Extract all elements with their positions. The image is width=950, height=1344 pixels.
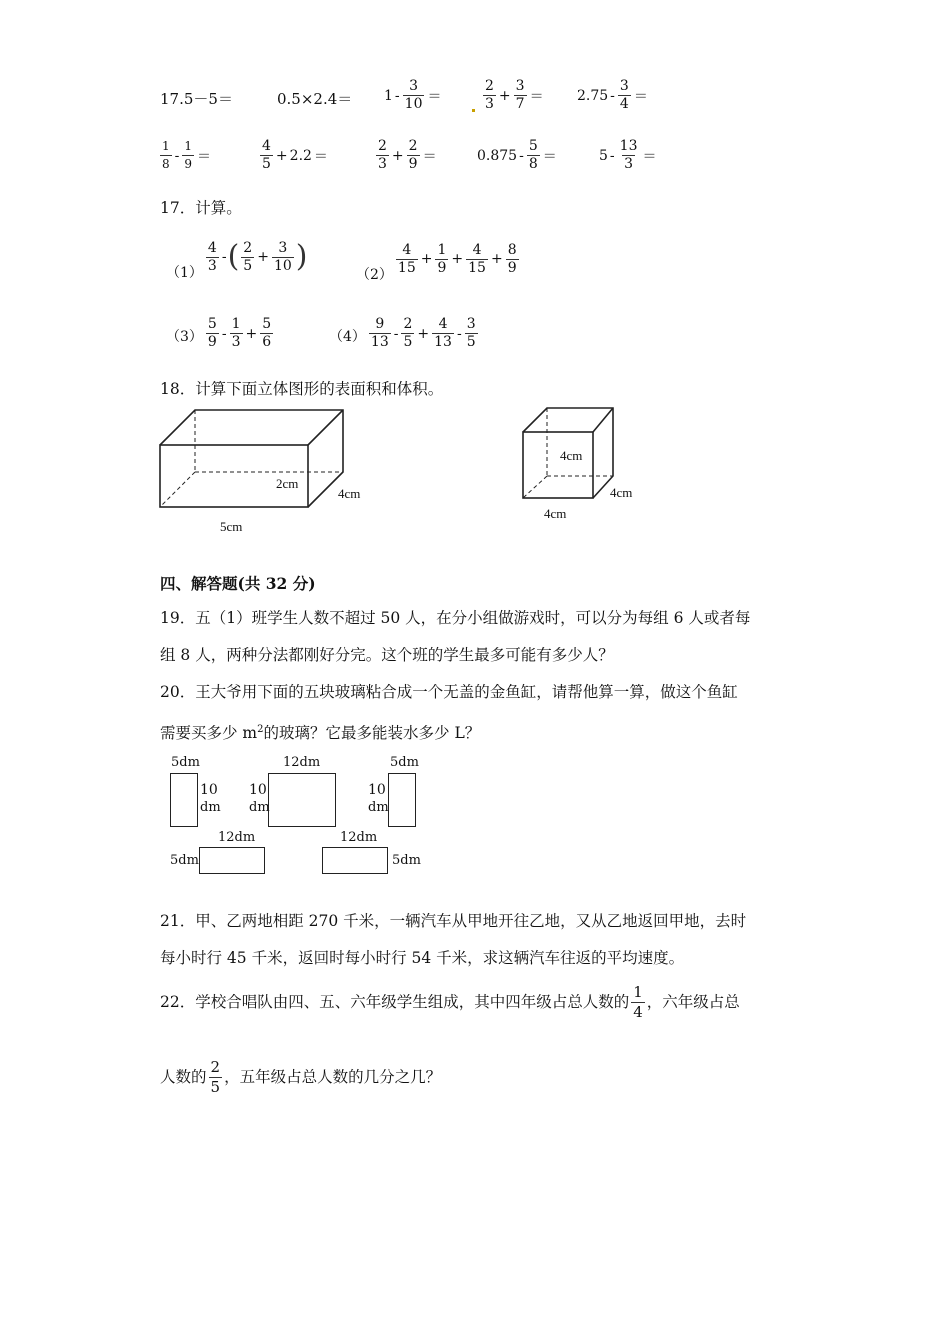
fraction: $\frac{2}{3}$ (485, 78, 494, 112)
calc-item-8: $\frac{2}{3}$ + $\frac{2}{9}$ ＝ (378, 138, 437, 172)
glass-right-side-a: 10 (368, 782, 386, 798)
glass-mid-side-a: 10 (249, 782, 267, 798)
fraction: $\frac{3}{4}$ (619, 78, 629, 112)
cuboid-height-label: 2cm (276, 476, 299, 491)
fraction: $\frac{1}{3}$ (231, 316, 241, 350)
q17-part-1: （1） $\frac{4}{3}$ - ( $\frac{2}{5}$ + $\frac{3}{10}$ ) (166, 239, 308, 281)
glass-right-side-b: dm (368, 800, 389, 815)
fraction: $\frac{3}{10}$ (404, 78, 423, 112)
calc-item-10: 5 - $\frac{13}{3}$ ＝ (599, 138, 657, 172)
mark-dot (472, 109, 475, 112)
glass-left-top-label: 5dm (171, 755, 200, 770)
glass-bl-top-label: 12dm (218, 830, 256, 845)
q17-part-4: （4） $\frac{9}{13}$ - $\frac{2}{5}$ + $\frac{4}{13}$ - $\frac{3}{5}$ (329, 316, 476, 350)
cube-length-label: 4cm (544, 506, 567, 521)
calc-item-1: 17.5－5＝ (160, 90, 233, 108)
fraction: $\frac{4}{13}$ (434, 316, 452, 350)
left-paren: ( (227, 239, 240, 274)
q19-line-1: 19．五（1）班学生人数不超过 50 人，在分小组做游戏时，可以分为每组 6 人或者每 (160, 609, 751, 627)
fraction: $\frac{13}{3}$ (619, 138, 638, 172)
fraction: $\frac{5}{9}$ (207, 316, 217, 350)
q17-part-2: （2） $\frac{4}{15}$ + $\frac{1}{9}$ + $\frac{4}{15}$ + $\frac{8}{9}$ (356, 241, 517, 283)
fraction: $\frac{4}{3}$ (207, 239, 217, 274)
fraction: $\frac{8}{9}$ (507, 241, 517, 276)
glass-right-panel (388, 773, 416, 827)
cube-height-label: 4cm (560, 448, 583, 463)
calc-item-3: 1 - $\frac{3}{10}$ ＝ (384, 78, 442, 112)
q19-line-2: 组 8 人，两种分法都刚好分完。这个班的学生最多可能有多少人？ (160, 646, 614, 664)
q22-line-2: 人数的 $\frac{2}{5}$ ，五年级占总人数的几分之几？ (160, 1058, 442, 1096)
glass-left-side-b: dm (200, 800, 221, 815)
fraction: $\frac{2}{3}$ (378, 138, 387, 172)
fraction: $\frac{3}{5}$ (466, 316, 476, 350)
cuboid-figure (150, 400, 390, 540)
q22-line-1: 22．学校合唱队由四、五、六年级学生组成，其中四年级占总人数的 $\frac{1}{4}$ ，六年级占总 (160, 983, 740, 1021)
cube-width-label: 4cm (610, 485, 633, 500)
glass-br-top-label: 12dm (340, 830, 378, 845)
fraction: $\frac{1}{9}$ (437, 241, 447, 276)
glass-bl-side-label: 5dm (170, 853, 199, 868)
glass-back-panel (322, 847, 388, 874)
fraction: $\frac{2}{5}$ (210, 1058, 221, 1096)
calc-item-9: 0.875 - $\frac{5}{8}$ ＝ (477, 138, 557, 172)
fraction: $\frac{4}{15}$ (468, 241, 486, 276)
fraction: $\frac{3}{7}$ (515, 78, 525, 112)
glass-mid-side-b: dm (249, 800, 270, 815)
fraction: $\frac{2}{9}$ (408, 138, 418, 172)
q18-title: 18．计算下面立体图形的表面积和体积。 (160, 380, 444, 398)
cuboid-length-label: 5cm (220, 519, 243, 534)
glass-right-top-label: 5dm (390, 755, 419, 770)
fraction: $\frac{2}{5}$ (403, 316, 413, 350)
cube-figure (515, 400, 665, 530)
right-paren: ) (295, 239, 308, 274)
fraction: $\frac{4}{5}$ (262, 138, 271, 172)
glass-mid-top-label: 12dm (283, 755, 321, 770)
fraction: $\frac{1}{8}$ (162, 139, 170, 171)
section-4-heading: 四、解答题(共 32 分) (160, 574, 316, 593)
q17-part-3: （3） $\frac{5}{9}$ - $\frac{1}{3}$ + $\frac{5}{6}$ (166, 316, 272, 350)
q20-line-2: 需要买多少 $m^2$的玻璃？它最多能装水多少 L？ (160, 724, 481, 743)
glass-bottom-panel (268, 773, 336, 827)
fraction: $\frac{2}{5}$ (243, 239, 253, 274)
cuboid-width-label: 4cm (338, 486, 361, 501)
q17-title: 17．计算。 (160, 199, 242, 217)
fraction: $\frac{1}{4}$ (633, 983, 643, 1021)
q21-line-2: 每小时行 45 千米，返回时每小时行 54 千米，求这辆汽车往返的平均速度。 (160, 949, 685, 967)
calc-item-7: $\frac{4}{5}$ + 2.2 ＝ (262, 138, 328, 172)
fraction: $\frac{3}{10}$ (273, 239, 292, 274)
q21-line-1: 21．甲、乙两地相距 270 千米，一辆汽车从甲地开往乙地，又从乙地返回甲地，去时 (160, 912, 747, 930)
fraction: $\frac{5}{6}$ (262, 316, 272, 350)
calc-item-2: 0.5×2.4＝ (277, 90, 353, 108)
calc-item-6: $\frac{1}{8}$ - $\frac{1}{9}$ ＝ (162, 139, 212, 171)
q20-line-1: 20．王大爷用下面的五块玻璃粘合成一个无盖的金鱼缸，请帮他算一算，做这个鱼缸 (160, 683, 738, 701)
fraction: $\frac{4}{15}$ (397, 241, 416, 276)
calc-item-5: 2.75 - $\frac{3}{4}$ ＝ (577, 78, 648, 112)
fraction: $\frac{9}{13}$ (370, 316, 389, 350)
glass-front-panel (199, 847, 265, 874)
glass-left-panel (170, 773, 198, 827)
fraction: $\frac{5}{8}$ (528, 138, 538, 172)
calc-item-4: $\frac{2}{3}$ + $\frac{3}{7}$ ＝ (472, 78, 545, 113)
glass-left-side-a: 10 (200, 782, 218, 798)
glass-br-side-label: 5dm (392, 853, 421, 868)
fraction: $\frac{1}{9}$ (184, 139, 193, 171)
